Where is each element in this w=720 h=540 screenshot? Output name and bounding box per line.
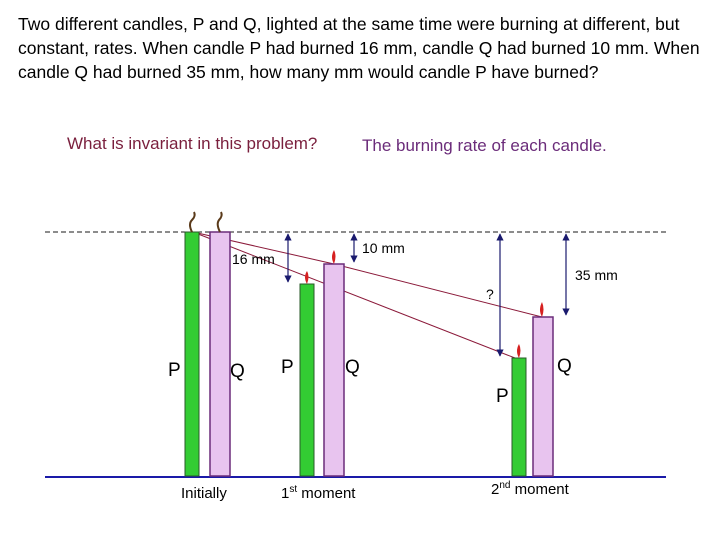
label-p-initial: P: [168, 360, 181, 381]
invariant-answer: The burning rate of each candle.: [362, 136, 607, 155]
problem-text: Two different candles, P and Q, lighted at the same time were burning at different, but constant, rates. When candle P had burned 16 mm, candle Q had burned 10 mm. When candle Q had burned 35 mm, how many mm would candle P have burned?: [18, 14, 700, 82]
candle-q-first: [324, 250, 344, 476]
invariant-question: What is invariant in this problem?: [67, 134, 318, 153]
stage-second-label: 2nd moment: [491, 480, 569, 498]
label-16mm: 16 mm: [232, 251, 275, 267]
stage-first-label: 1st moment: [281, 484, 356, 502]
candle-q-second: [533, 302, 553, 476]
candle-q-initial: [210, 212, 230, 476]
label-35mm: 35 mm: [575, 267, 618, 283]
label-p-first: P: [281, 357, 294, 378]
label-10mm: 10 mm: [362, 240, 405, 256]
label-q-initial: Q: [230, 361, 245, 382]
q-burn-line-extended: [334, 264, 542, 317]
candle-p-initial: [185, 212, 199, 476]
label-p-second: P: [496, 386, 509, 407]
candle-p-second: [512, 344, 526, 476]
label-unknown: ?: [486, 286, 494, 302]
label-q-second: Q: [557, 356, 572, 377]
label-q-first: Q: [345, 357, 360, 378]
stage-initial-label: Initially: [181, 485, 227, 502]
candle-p-first: [300, 271, 314, 476]
